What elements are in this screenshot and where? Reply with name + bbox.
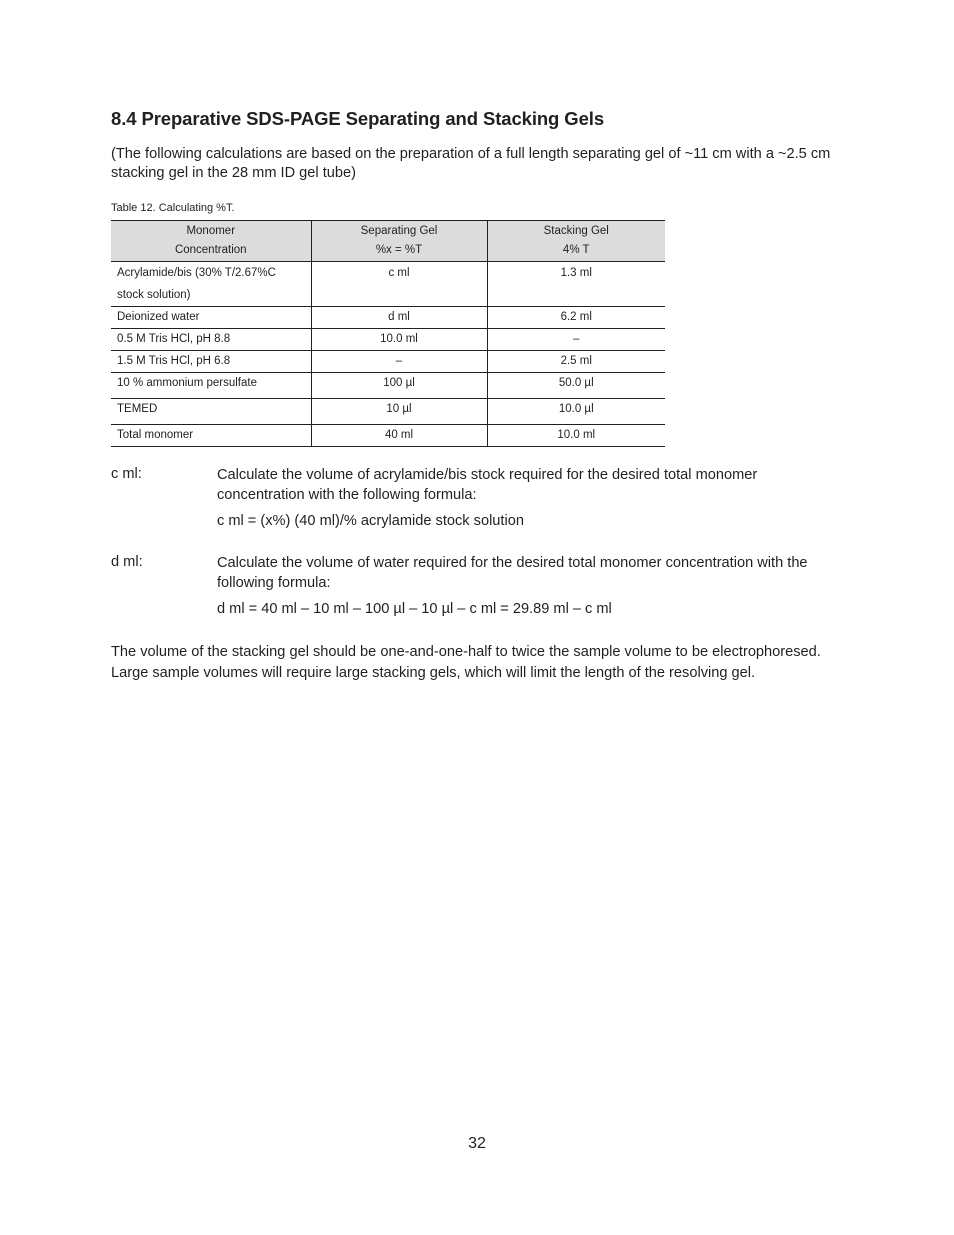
- row-label: [111, 262, 311, 307]
- header-line: Separating Gel: [360, 225, 438, 237]
- header-line: Concentration: [174, 244, 247, 256]
- definition-term-c: c ml:: [111, 466, 142, 482]
- table-header-row: [111, 221, 665, 262]
- header-stacking-gel: [487, 221, 665, 262]
- header-separating-gel: [311, 221, 487, 262]
- table-row: [111, 351, 665, 373]
- separating-value: c ml: [311, 262, 487, 307]
- formula-c: c ml = (x%) (40 ml)/% acrylamide stock solution: [217, 513, 524, 529]
- definition-text-d: Calculate the volume of water required for the desired total monomer concentration with the following formula:: [217, 555, 808, 591]
- table-row: [111, 329, 665, 351]
- formula-d: d ml = 40 ml – 10 ml – 100 µl – 10 µl – c ml = 29.89 ml – c ml: [217, 601, 612, 617]
- row-label: 0.5 M Tris HCl, pH 8.8: [111, 329, 311, 351]
- definition-text-c: Calculate the volume of acrylamide/bis stock required for the desired total monomer concentration with the following formula:: [217, 467, 758, 503]
- intro-paragraph: (The following calculations are based on the preparation of a full length separating gel of ~11 cm with a ~2.5 cm stacking gel in the 28 mm ID gel tube): [111, 146, 831, 181]
- stacking-value: –: [487, 329, 665, 351]
- stacking-value: 10.0 ml: [487, 425, 665, 447]
- stacking-value: 50.0 µl: [487, 373, 665, 399]
- table-row: [111, 262, 665, 307]
- row-label-line: stock solution): [117, 289, 191, 301]
- header-line: %x = %T: [375, 244, 423, 256]
- closing-paragraph: The volume of the stacking gel should be one-and-one-half to twice the sample volume to be electrophoresed. Large sample volumes will require large stacking gels, which will limit the length of the resolving gel.: [111, 644, 821, 681]
- table-row: [111, 425, 665, 447]
- separating-value: 10 µl: [311, 399, 487, 425]
- stacking-value: 10.0 µl: [487, 399, 665, 425]
- separating-value: –: [311, 351, 487, 373]
- stacking-value: 6.2 ml: [487, 307, 665, 329]
- stacking-value: 2.5 ml: [487, 351, 665, 373]
- row-label-line: Acrylamide/bis (30% T/2.67%C: [117, 267, 276, 279]
- calculating-t-table: [111, 220, 665, 447]
- row-label: 10 % ammonium persulfate: [111, 373, 311, 399]
- table-row: [111, 373, 665, 399]
- header-line: 4% T: [562, 244, 590, 256]
- table-caption: Table 12. Calculating %T.: [111, 202, 235, 214]
- stacking-value: 1.3 ml: [487, 262, 665, 307]
- page-number: 32: [468, 1135, 486, 1152]
- table-row: [111, 399, 665, 425]
- row-label: TEMED: [111, 399, 311, 425]
- separating-value: d ml: [311, 307, 487, 329]
- table-row: [111, 307, 665, 329]
- separating-value: 10.0 ml: [311, 329, 487, 351]
- row-label: Total monomer: [111, 425, 311, 447]
- header-line: Stacking Gel: [543, 225, 609, 237]
- header-monomer: [111, 221, 311, 262]
- section-heading: 8.4 Preparative SDS-PAGE Separating and Stacking Gels: [111, 108, 605, 129]
- row-label: 1.5 M Tris HCl, pH 6.8: [111, 351, 311, 373]
- separating-value: 40 ml: [311, 425, 487, 447]
- definition-term-d: d ml:: [111, 554, 143, 570]
- row-label: Deionized water: [111, 307, 311, 329]
- header-line: Monomer: [186, 225, 236, 237]
- separating-value: 100 µl: [311, 373, 487, 399]
